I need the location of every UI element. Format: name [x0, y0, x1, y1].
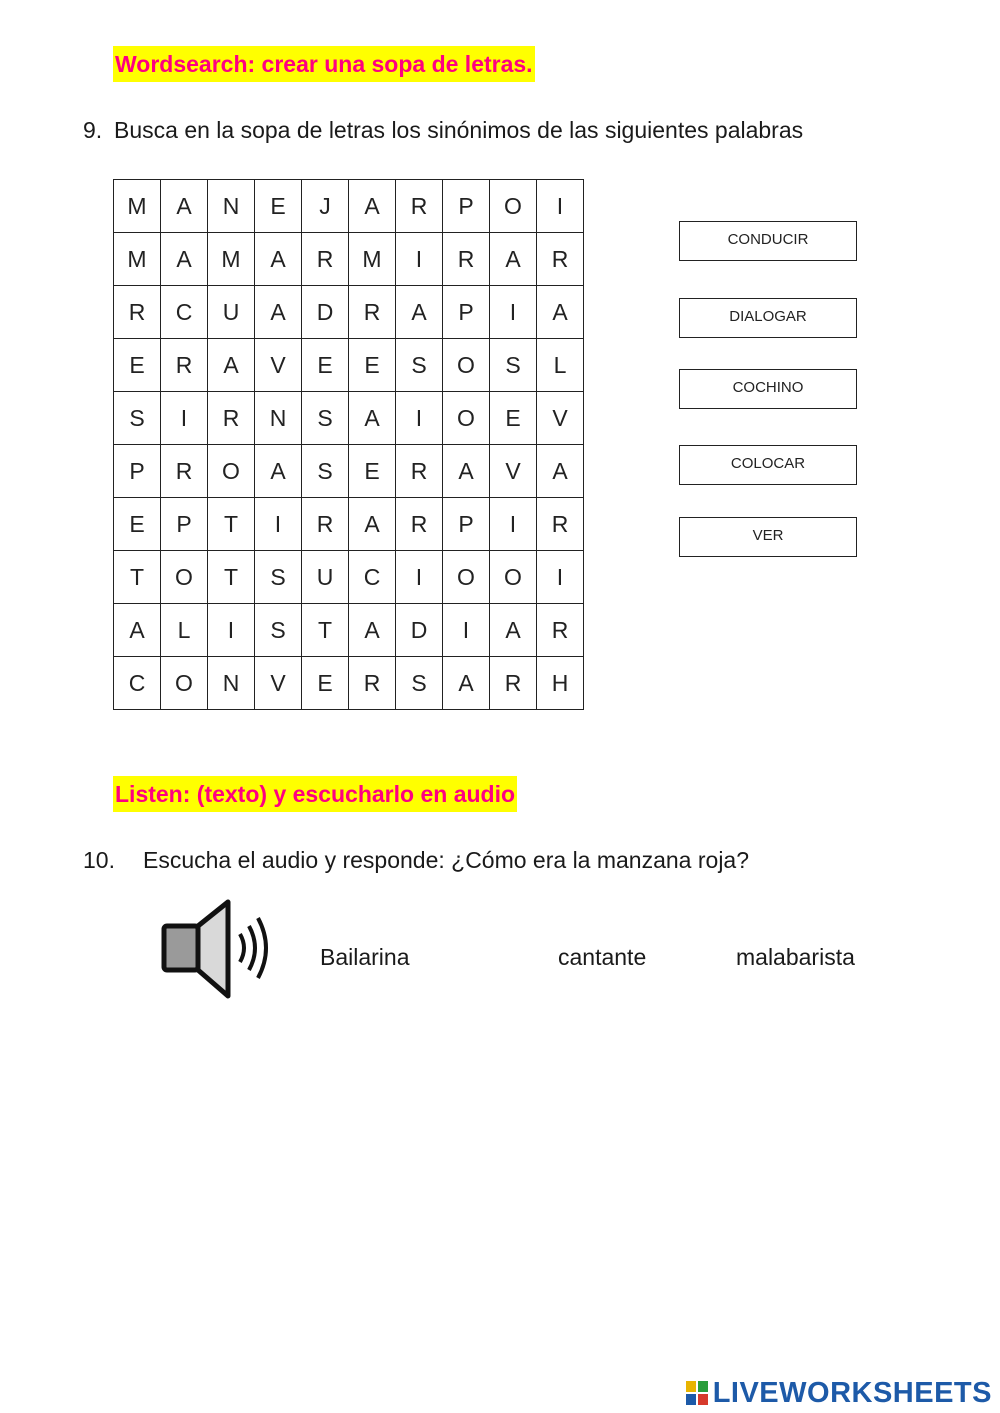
grid-row — [114, 604, 584, 657]
grid-cell[interactable]: S — [490, 339, 537, 392]
grid-cell[interactable]: R — [396, 498, 443, 551]
grid-cell[interactable]: V — [255, 339, 302, 392]
grid-cell[interactable]: E — [114, 498, 161, 551]
grid-cell[interactable]: I — [396, 551, 443, 604]
grid-cell[interactable]: E — [255, 180, 302, 233]
grid-cell[interactable]: I — [537, 551, 584, 604]
grid-cell[interactable]: I — [490, 498, 537, 551]
option-malabarista[interactable]: malabarista — [736, 944, 855, 970]
logo-text: LIVEWORKSHEETS — [712, 1376, 992, 1409]
logo-mark-icon — [685, 1380, 709, 1406]
grid-cell[interactable]: A — [490, 604, 537, 657]
grid-cell[interactable]: A — [255, 286, 302, 339]
grid-cell[interactable]: R — [349, 286, 396, 339]
option-bailarina[interactable]: Bailarina — [320, 944, 410, 970]
grid-cell[interactable]: I — [490, 286, 537, 339]
grid-cell[interactable]: I — [208, 604, 255, 657]
grid-cell[interactable]: N — [208, 657, 255, 710]
grid-cell[interactable]: R — [443, 233, 490, 286]
grid-row — [114, 180, 584, 233]
grid-cell[interactable]: V — [490, 445, 537, 498]
grid-cell[interactable]: E — [302, 339, 349, 392]
grid-cell[interactable]: A — [161, 180, 208, 233]
grid-cell[interactable]: R — [396, 180, 443, 233]
grid-cell[interactable]: L — [161, 604, 208, 657]
grid-cell[interactable]: O — [490, 180, 537, 233]
question-9 — [83, 115, 803, 145]
grid-cell[interactable]: R — [208, 392, 255, 445]
grid-cell[interactable]: D — [302, 286, 349, 339]
grid-cell[interactable]: M — [208, 233, 255, 286]
grid-cell[interactable]: C — [161, 286, 208, 339]
grid-row — [114, 286, 584, 339]
grid-cell[interactable]: N — [208, 180, 255, 233]
grid-cell[interactable]: I — [161, 392, 208, 445]
grid-cell[interactable]: R — [114, 286, 161, 339]
grid-cell[interactable]: E — [302, 657, 349, 710]
grid-cell[interactable]: S — [114, 392, 161, 445]
grid-row — [114, 445, 584, 498]
grid-cell[interactable]: M — [114, 180, 161, 233]
grid-cell[interactable]: A — [537, 286, 584, 339]
option-cantante[interactable]: cantante — [558, 944, 647, 970]
grid-cell[interactable]: O — [161, 551, 208, 604]
grid-cell[interactable]: A — [537, 445, 584, 498]
question-text: Escucha el audio y responde: ¿Cómo era la manzana roja? — [143, 847, 750, 873]
grid-cell[interactable]: P — [161, 498, 208, 551]
grid-cell[interactable]: A — [349, 392, 396, 445]
grid-row — [114, 233, 584, 286]
grid-cell[interactable]: T — [208, 498, 255, 551]
grid-cell[interactable]: R — [537, 604, 584, 657]
grid-cell[interactable]: D — [396, 604, 443, 657]
grid-cell[interactable]: O — [443, 339, 490, 392]
grid-cell[interactable]: S — [396, 339, 443, 392]
grid-cell[interactable]: I — [443, 604, 490, 657]
grid-cell[interactable]: T — [208, 551, 255, 604]
grid-cell[interactable]: S — [255, 551, 302, 604]
grid-cell[interactable]: R — [302, 233, 349, 286]
grid-cell[interactable]: A — [349, 498, 396, 551]
audio-play-button[interactable] — [160, 898, 275, 1003]
grid-cell[interactable]: O — [208, 445, 255, 498]
grid-cell[interactable]: O — [443, 392, 490, 445]
grid-cell[interactable]: P — [114, 445, 161, 498]
grid-cell[interactable]: R — [349, 657, 396, 710]
grid-cell[interactable]: A — [114, 604, 161, 657]
grid-cell[interactable]: E — [490, 392, 537, 445]
grid-cell[interactable]: A — [443, 657, 490, 710]
grid-cell[interactable]: A — [490, 233, 537, 286]
grid-row — [114, 392, 584, 445]
grid-cell[interactable]: O — [443, 551, 490, 604]
question-10 — [83, 845, 749, 875]
grid-cell[interactable]: A — [349, 180, 396, 233]
grid-cell[interactable]: R — [161, 445, 208, 498]
grid-row — [114, 551, 584, 604]
grid-cell[interactable]: I — [396, 233, 443, 286]
grid-cell[interactable]: S — [302, 392, 349, 445]
grid-cell[interactable]: R — [537, 498, 584, 551]
grid-cell[interactable]: A — [161, 233, 208, 286]
section-title-wordsearch: Wordsearch: crear una sopa de letras. — [113, 46, 535, 82]
word-box-colocar: COLOCAR — [679, 445, 857, 485]
grid-cell[interactable]: E — [114, 339, 161, 392]
grid-cell[interactable]: A — [208, 339, 255, 392]
grid-cell[interactable]: U — [302, 551, 349, 604]
word-box-cochino: COCHINO — [679, 369, 857, 409]
grid-cell[interactable]: A — [396, 286, 443, 339]
grid-cell[interactable]: S — [396, 657, 443, 710]
question-number: 10. — [83, 847, 115, 873]
grid-cell[interactable]: P — [443, 498, 490, 551]
grid-cell[interactable]: R — [537, 233, 584, 286]
grid-cell[interactable]: A — [349, 604, 396, 657]
question-text: Busca en la sopa de letras los sinónimos de las siguientes palabras — [114, 117, 804, 143]
word-box-ver: VER — [679, 517, 857, 557]
grid-cell[interactable]: I — [396, 392, 443, 445]
grid-cell[interactable]: R — [302, 498, 349, 551]
grid-cell[interactable]: I — [255, 498, 302, 551]
question-number: 9. — [83, 117, 103, 143]
grid-cell[interactable]: N — [255, 392, 302, 445]
speaker-icon — [160, 898, 275, 1003]
grid-cell[interactable]: P — [443, 286, 490, 339]
grid-row — [114, 657, 584, 710]
grid-cell[interactable]: R — [161, 339, 208, 392]
grid-cell[interactable]: U — [208, 286, 255, 339]
grid-cell[interactable]: T — [302, 604, 349, 657]
grid-cell[interactable]: O — [161, 657, 208, 710]
grid-cell[interactable]: A — [443, 445, 490, 498]
grid-cell[interactable]: R — [490, 657, 537, 710]
grid-cell[interactable]: C — [114, 657, 161, 710]
grid-cell[interactable]: E — [349, 339, 396, 392]
grid-cell[interactable]: R — [396, 445, 443, 498]
grid-cell[interactable]: P — [443, 180, 490, 233]
grid-cell[interactable]: A — [255, 233, 302, 286]
grid-cell[interactable]: I — [537, 180, 584, 233]
liveworksheets-logo — [685, 1376, 992, 1410]
grid-cell[interactable]: V — [537, 392, 584, 445]
grid-cell[interactable]: M — [349, 233, 396, 286]
grid-cell[interactable]: S — [302, 445, 349, 498]
grid-cell[interactable]: T — [114, 551, 161, 604]
grid-cell[interactable]: M — [114, 233, 161, 286]
grid-cell[interactable]: J — [302, 180, 349, 233]
word-box-dialogar: DIALOGAR — [679, 298, 857, 338]
grid-row — [114, 498, 584, 551]
grid-cell[interactable]: C — [349, 551, 396, 604]
grid-cell[interactable]: L — [537, 339, 584, 392]
wordsearch-grid — [113, 179, 584, 710]
grid-cell[interactable]: V — [255, 657, 302, 710]
word-box-conducir: CONDUCIR — [679, 221, 857, 261]
section-title-listen: Listen: (texto) y escucharlo en audio — [113, 776, 517, 812]
grid-row — [114, 339, 584, 392]
grid-cell[interactable]: E — [349, 445, 396, 498]
grid-cell[interactable]: S — [255, 604, 302, 657]
grid-cell[interactable]: O — [490, 551, 537, 604]
grid-cell[interactable]: H — [537, 657, 584, 710]
grid-cell[interactable]: A — [255, 445, 302, 498]
